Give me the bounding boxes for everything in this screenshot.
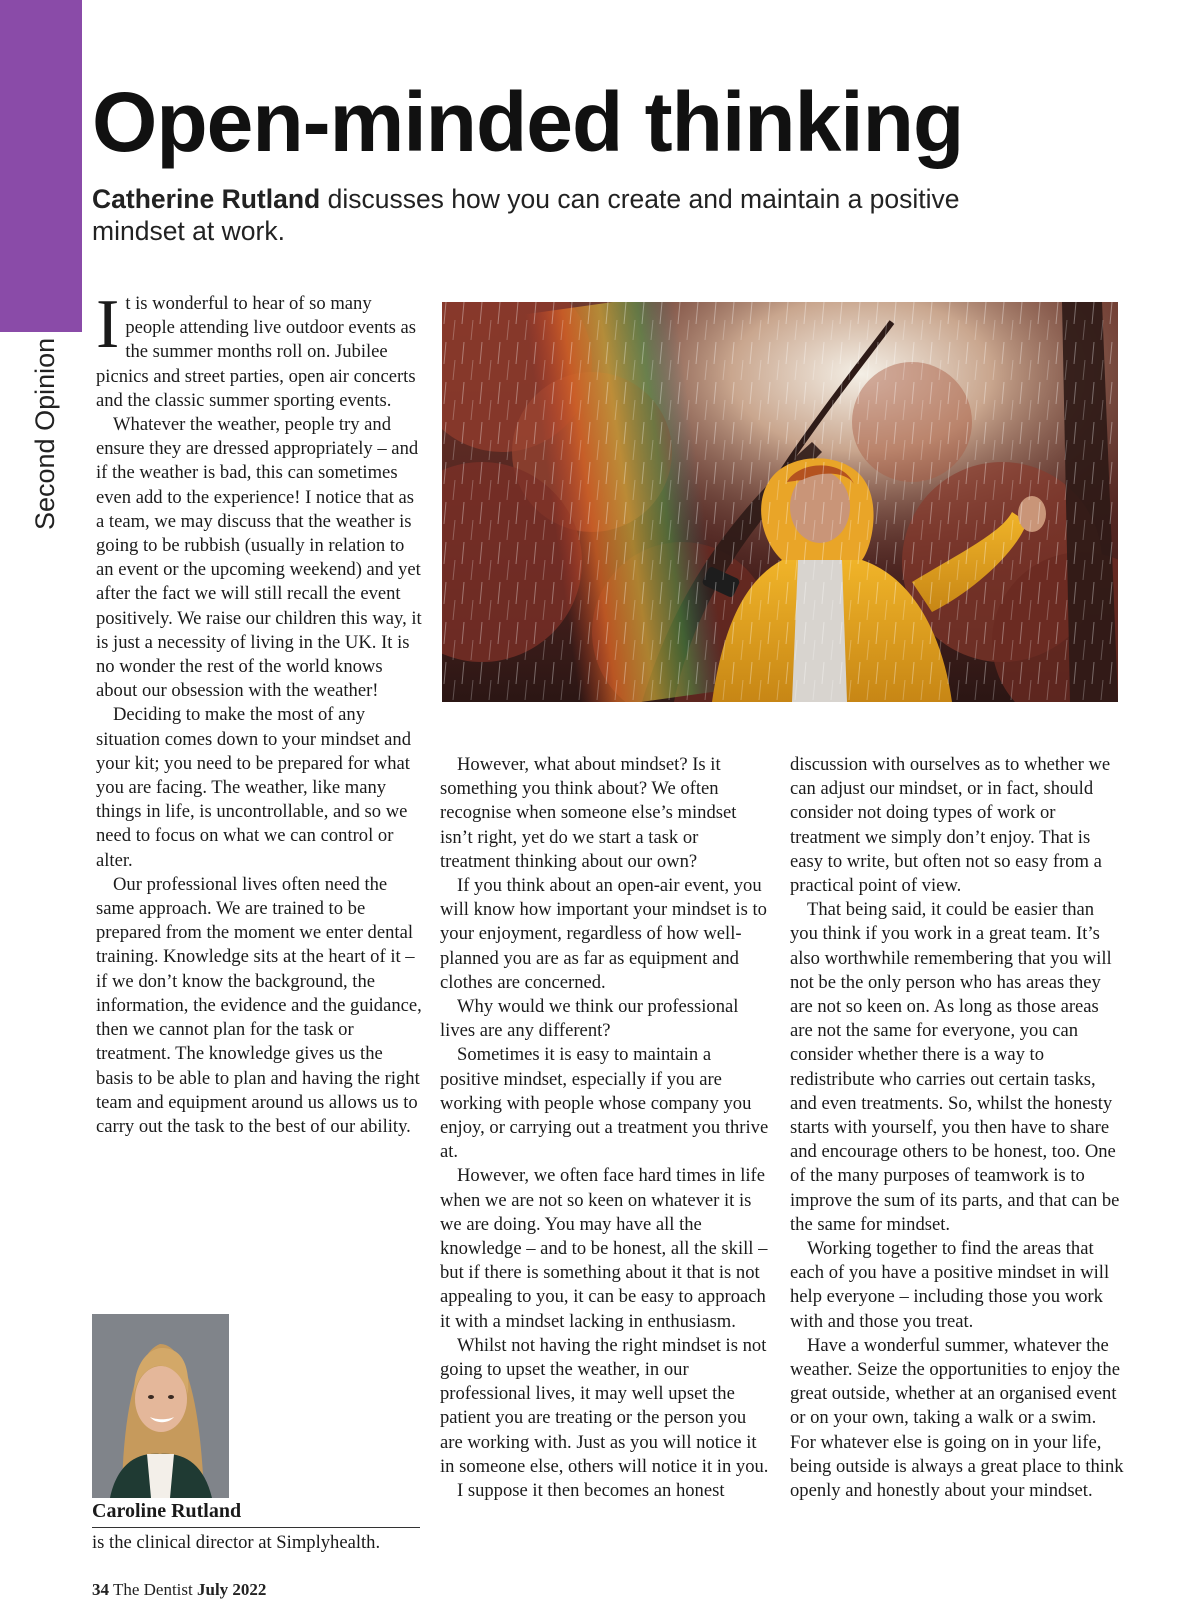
paragraph-7: I suppose it then becomes an honest [457,1480,725,1502]
paragraph-1: That being said, it could be easier than you think if you work in a great team. It’s also worthwhile remembering that you will not be the only person who has areas they are not so keen on. As long as those areas are not the same for everyone, you can consider whether there is a way to redistribute who carries out certain tasks, and even treatments. So, whilst the honesty starts with yourself, you then have to share and encourage others to be honest, too. One of the many purposes of teamwork is to improve the sum of its parts, and that can be the same for mindset. [790,899,1120,1235]
publication-name: The Dentist [109,1580,197,1599]
article-title: Open-minded thinking [92,75,964,169]
paragraph-2: If you think about an open-air event, you will know how important your mindset is to your enjoyment, regardless of how well-planned you are as far as equipment and clothes are concerned. [440,875,767,993]
rain-forest-photo [442,302,1118,702]
column-1 [96,286,422,1139]
paragraph-6: Whilst not having the right mindset is not going to upset the weather, in our professional lives, it may well upset the patient you are treating or the person you are working with. Just as you will notice it in someone else, others will notice it in you. [440,1334,769,1477]
paragraph-3: Deciding to make the most of any situation comes down to your mindset and your kit; you need to be prepared for what you are facing. The weather, like many things in life, is uncontrollable, and so we need to focus on what we can control or alter. [96,704,412,871]
author-name: Caroline Rutland [92,1500,242,1522]
paragraph-2: Working together to find the areas that each of you have a positive mindset in will help everyone – including those you work with and those you treat. [790,1238,1110,1332]
paragraph-1: However, what about mindset? Is it something you think about? We often recognise when someone else’s mindset isn’t right, yet do we start a task or treatment thinking about our own? [440,754,737,872]
author-divider [92,1527,420,1528]
author-portrait [92,1314,229,1498]
author-photo [92,1314,229,1498]
standfirst-text: discusses how you can create and maintain a positive mindset at work. [92,184,960,247]
standfirst [92,183,992,248]
page-footer [92,1580,266,1600]
column-3 [790,753,1126,1503]
paragraph-4: Sometimes it is easy to maintain a positive mindset, especially if you are working with people whose company you enjoy, or carrying out a treatment you thrive at. [440,1044,769,1163]
paragraph-2: Whatever the weather, people try and ensure they are dressed appropriately – and if the weather is bad, this can sometimes even add to the experience! I notice that as a team, we may discuss that the weather is going to be rubbish (usually in relation to an event or the upcoming weekend) and yet after the fact we will still recall the event positively. We raise our children this way, it is just a necessity of living in the UK. It is no wonder the rest of the world knows about our obsession with the weather! [96,414,422,702]
section-label: Second Opinion [30,337,60,530]
drop-cap: I [96,286,120,363]
paragraph-4: Our professional lives often need the same approach. We are trained to be prepared from the moment we enter dental training. Knowledge sits at the heart of it – if we don’t know the background, the information, the evidence and the guidance, then we cannot plan for the task or treatment. The knowledge gives us the basis to be able to plan and having the right team and equipment around us allows us to carry out the task to the best of our ability. [96,873,422,1137]
paragraph-1: It is wonderful to hear of so many people attending live outdoor events as the summer months roll on. Jubilee picnics and street parties, open air concerts and the classic summer sporting events. [96,286,417,411]
paragraph-5: However, we often face hard times in life when we are not so keen on whatever it is we are doing. You may have all the knowledge – and to be honest, all the skill – but if there is something about it that is not appealing to you, it can be easy to approach it with a mindset lacking in enthusiasm. [440,1165,768,1332]
page-number: 34 [92,1580,109,1599]
column-2 [440,753,772,1503]
standfirst-author: Catherine Rutland [92,184,321,214]
section-color-bar [0,0,82,332]
paragraph-3: Have a wonderful summer, whatever the weather. Seize the opportunities to enjoy the great outside, whether at an organised event or on your own, taking a walk or a swim. For whatever else is going on in your life, being outside is always a great place to think openly and honestly about your mindset. [790,1334,1124,1502]
issue-date: July 2022 [196,1580,267,1599]
author-bio: is the clinical director at Simplyhealth. [92,1532,381,1553]
paragraph-continuation: discussion with ourselves as to whether we can adjust our mindset, or in fact, should consider not doing types of work or treatment we simply don’t enjoy. That is easy to write, but often not so easy from a practical point of view. [790,754,1111,897]
paragraph-3: Why would we think our professional lives are any different? [440,996,739,1042]
rain-forest-illustration [442,302,1118,702]
